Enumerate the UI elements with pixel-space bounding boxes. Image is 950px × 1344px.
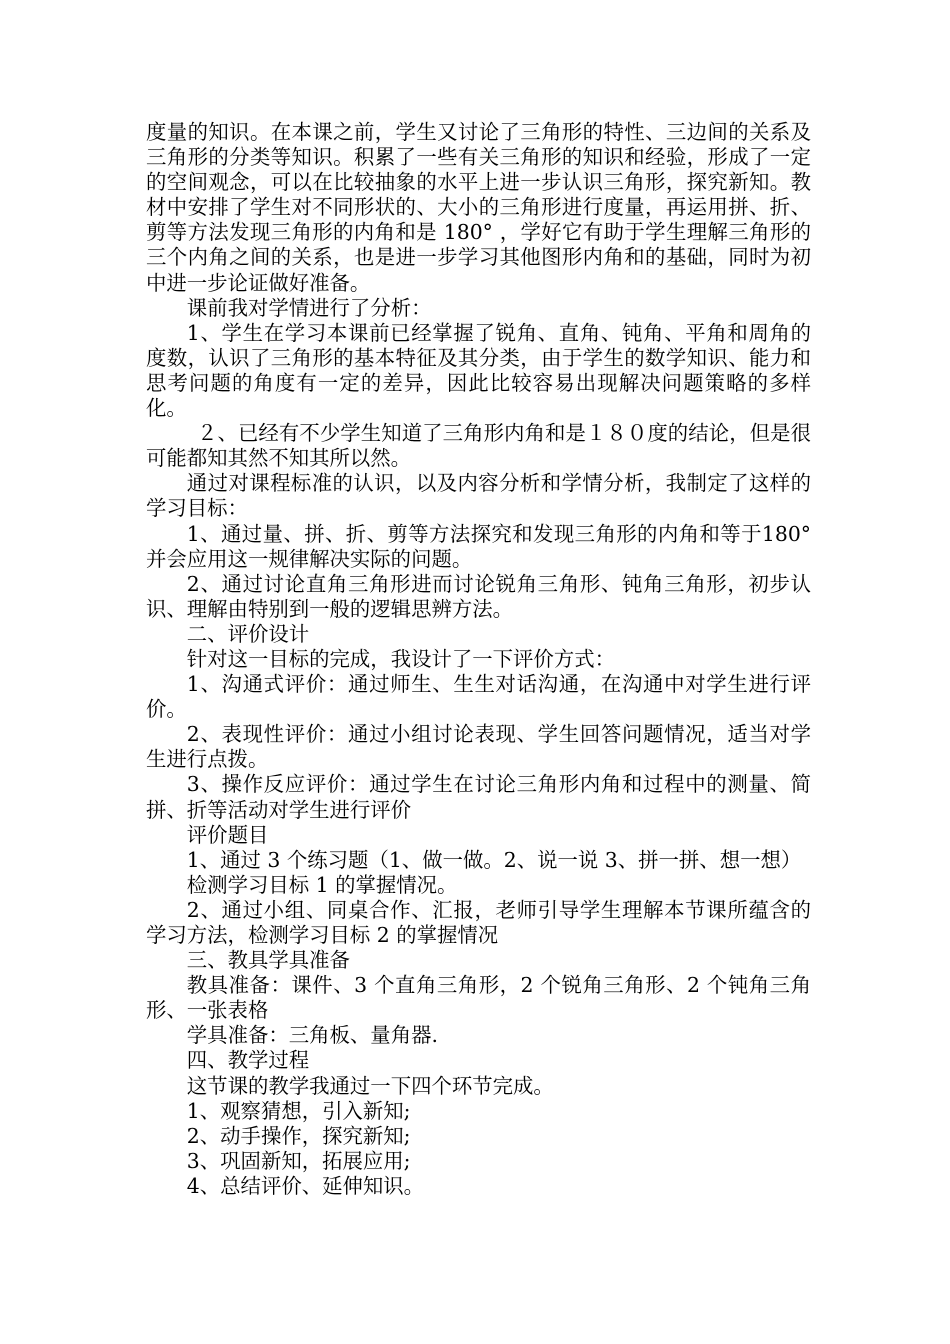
paragraph-intro-continued: 度量的知识。在本课之前，学生又讨论了三角形的特性、三边间的关系及三角形的分类等知识。积累了一些有关三角形的知识和经验，形成了一定的空间观念，可以在比较抽象的水平上进一步认识三角形，探究新知。教材中安排了学生对不同形状的、大小的三角形进行度量，再运用拼、折、剪等方法发现三角形的内角和是 180° ，学好它有助于学生理解三角形的三个内角之间的关系，也是进一步学习其他图形内角和的基础，同时为初中进一步论证做好准备。 (146, 120, 811, 295)
paragraph-goal-1: 1、通过量、拼、折、剪等方法探究和发现三角形的内角和等于180° 并会应用这一规律解决实际的问题。 (146, 521, 811, 571)
paragraph-evaluation-1: 1、沟通式评价：通过师生、生生对话沟通，在沟通中对学生进行评价。 (146, 672, 811, 722)
paragraph-process-step-2: 2、动手操作，探究新知; (186, 1123, 411, 1148)
paragraph-evaluation-question-1: 1、通过 3 个练习题（1、做一做。2、说一说 3、拼一拼、想一想） (186, 847, 802, 872)
paragraph-evaluation-2: 2、表现性评价：通过小组讨论表现、学生回答问题情况，适当对学生进行点拨。 (146, 722, 811, 772)
paragraph-learner-analysis-1: 1、学生在学习本课前已经掌握了锐角、直角、钝角、平角和周角的度数，认识了三角形的基本特征及其分类，由于学生的数学知识、能力和思考问题的角度有一定的差异，因此比较容易出现解决问题策略的多样化。 (146, 320, 811, 421)
paragraph-goal-2: 2、通过讨论直角三角形进而讨论锐角三角形、钝角三角形，初步认识、理解由特别到一般的逻辑思辨方法。 (146, 571, 811, 621)
paragraph-evaluation-intro: 针对这一目标的完成，我设计了一下评价方式： (186, 646, 615, 671)
paragraph-learner-analysis-2: ２、已经有不少学生知道了三角形内角和是１８０度的结论，但是很可能都知其然不知其所以然。 (146, 421, 811, 471)
paragraph-process-step-4: 4、总结评价、延伸知识。 (186, 1173, 425, 1198)
paragraph-learner-analysis-heading: 课前我对学情进行了分析： (186, 295, 432, 320)
paragraph-goals-intro: 通过对课程标准的认识，以及内容分析和学情分析，我制定了这样的学习目标： (146, 471, 811, 521)
paragraph-teacher-aids: 教具准备：课件、3 个直角三角形，2 个锐角三角形、2 个钝角三角形、一张表格 (146, 973, 811, 1023)
section-heading-teaching-aids: 三、教具学具准备 (186, 948, 350, 973)
paragraph-process-step-3: 3、巩固新知，拓展应用; (186, 1148, 411, 1173)
paragraph-evaluation-questions-heading: 评价题目 (186, 822, 269, 847)
paragraph-evaluation-3: 3、操作反应评价：通过学生在讨论三角形内角和过程中的测量、简拼、折等活动对学生进行评价 (146, 772, 811, 822)
paragraph-process-intro: 这节课的教学我通过一下四个环节完成。 (186, 1073, 554, 1098)
paragraph-student-aids: 学具准备：三角板、量角器. (186, 1023, 438, 1048)
paragraph-evaluation-question-1-check: 检测学习目标 1 的掌握情况。 (186, 872, 458, 897)
section-heading-teaching-process: 四、教学过程 (186, 1048, 310, 1073)
paragraph-process-step-1: 1、观察猜想，引入新知; (186, 1098, 411, 1123)
document-body (146, 120, 811, 1199)
paragraph-evaluation-question-2: 2、通过小组、同桌合作、汇报，老师引导学生理解本节课所蕴含的学习方法，检测学习目标 2 的掌握情况 (146, 897, 811, 947)
section-heading-evaluation-design: 二、评价设计 (186, 621, 310, 646)
